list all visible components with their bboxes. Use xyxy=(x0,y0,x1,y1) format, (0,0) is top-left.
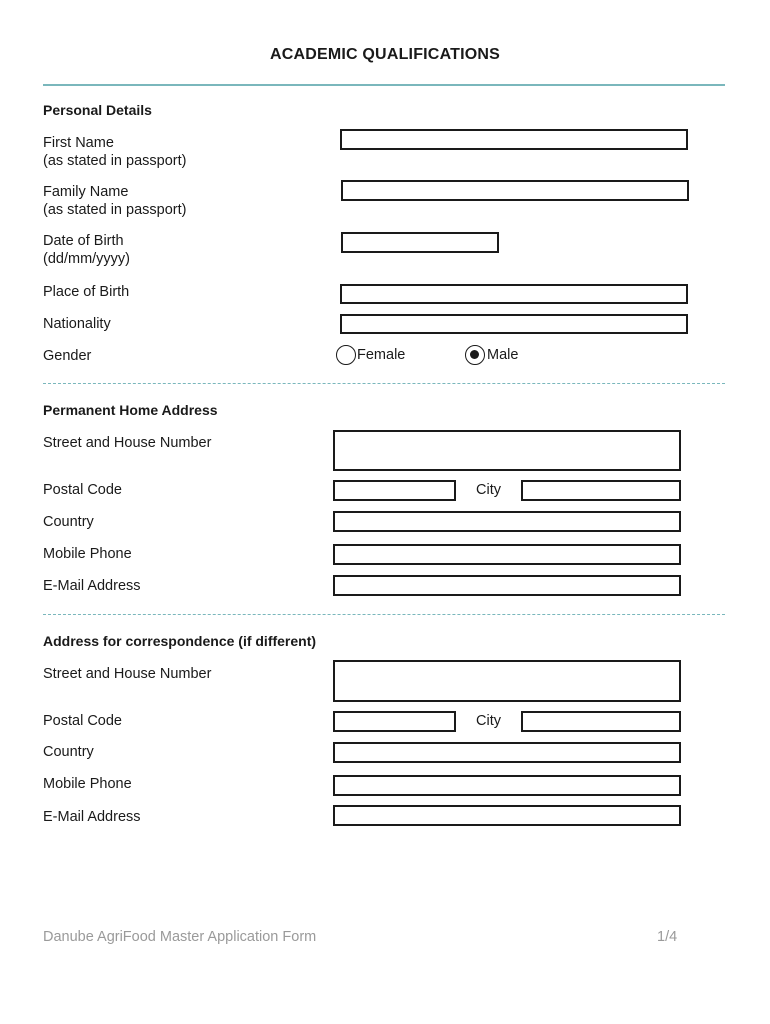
corr-city-label: City xyxy=(476,713,501,729)
home-country-label: Country xyxy=(43,514,94,530)
corr-email-label: E-Mail Address xyxy=(43,809,141,825)
home-email-input[interactable] xyxy=(333,575,681,596)
home-postal-label: Postal Code xyxy=(43,482,122,498)
dob-input[interactable] xyxy=(341,232,499,253)
personal-details-heading: Personal Details xyxy=(43,102,152,118)
corr-postal-label: Postal Code xyxy=(43,713,122,729)
home-email-label: E-Mail Address xyxy=(43,578,141,594)
radio-selected-dot xyxy=(470,350,479,359)
corr-mobile-label: Mobile Phone xyxy=(43,776,132,792)
gender-label: Gender xyxy=(43,348,92,364)
home-street-input[interactable] xyxy=(333,430,681,471)
dob-label-line2: (dd/mm/yyyy) xyxy=(43,251,130,267)
first-name-label-line2: (as stated in passport) xyxy=(43,153,187,169)
home-country-input[interactable] xyxy=(333,511,681,532)
place-of-birth-input[interactable] xyxy=(340,284,688,304)
corr-mobile-input[interactable] xyxy=(333,775,681,796)
gender-female-label: Female xyxy=(357,347,406,363)
section-divider xyxy=(43,383,725,384)
section-divider xyxy=(43,614,725,615)
gender-female-radio[interactable] xyxy=(336,345,356,365)
family-name-label xyxy=(43,183,186,219)
corr-postal-input[interactable] xyxy=(333,711,456,732)
home-street-label: Street and House Number xyxy=(43,435,212,451)
home-postal-input[interactable] xyxy=(333,480,456,501)
gender-male-label: Male xyxy=(487,347,519,363)
home-mobile-label: Mobile Phone xyxy=(43,546,132,562)
first-name-input[interactable] xyxy=(340,129,688,150)
first-name-label xyxy=(43,134,186,170)
page-title: ACADEMIC QUALIFICATIONS xyxy=(269,46,501,63)
gender-male-radio[interactable] xyxy=(465,345,485,365)
home-mobile-input[interactable] xyxy=(333,544,681,565)
first-name-label-line1: First Name xyxy=(43,135,114,151)
nationality-label: Nationality xyxy=(43,316,111,332)
family-name-input[interactable] xyxy=(341,180,689,201)
title-divider xyxy=(43,84,725,86)
family-name-label-line1: Family Name xyxy=(43,184,129,200)
dob-label-line1: Date of Birth xyxy=(43,233,124,249)
home-address-heading: Permanent Home Address xyxy=(43,402,218,418)
dob-label xyxy=(43,232,130,268)
footer-form-name: Danube AgriFood Master Application Form xyxy=(43,929,317,945)
footer-page-number: 1/4 xyxy=(657,929,678,945)
home-city-input[interactable] xyxy=(521,480,681,501)
corr-street-label: Street and House Number xyxy=(43,666,212,682)
place-of-birth-label: Place of Birth xyxy=(43,284,130,300)
corr-email-input[interactable] xyxy=(333,805,681,826)
corr-address-heading: Address for correspondence (if different) xyxy=(43,633,317,649)
nationality-input[interactable] xyxy=(340,314,688,334)
corr-country-input[interactable] xyxy=(333,742,681,763)
corr-street-input[interactable] xyxy=(333,660,681,702)
corr-country-label: Country xyxy=(43,744,94,760)
corr-city-input[interactable] xyxy=(521,711,681,732)
family-name-label-line2: (as stated in passport) xyxy=(43,202,187,218)
home-city-label: City xyxy=(476,482,501,498)
